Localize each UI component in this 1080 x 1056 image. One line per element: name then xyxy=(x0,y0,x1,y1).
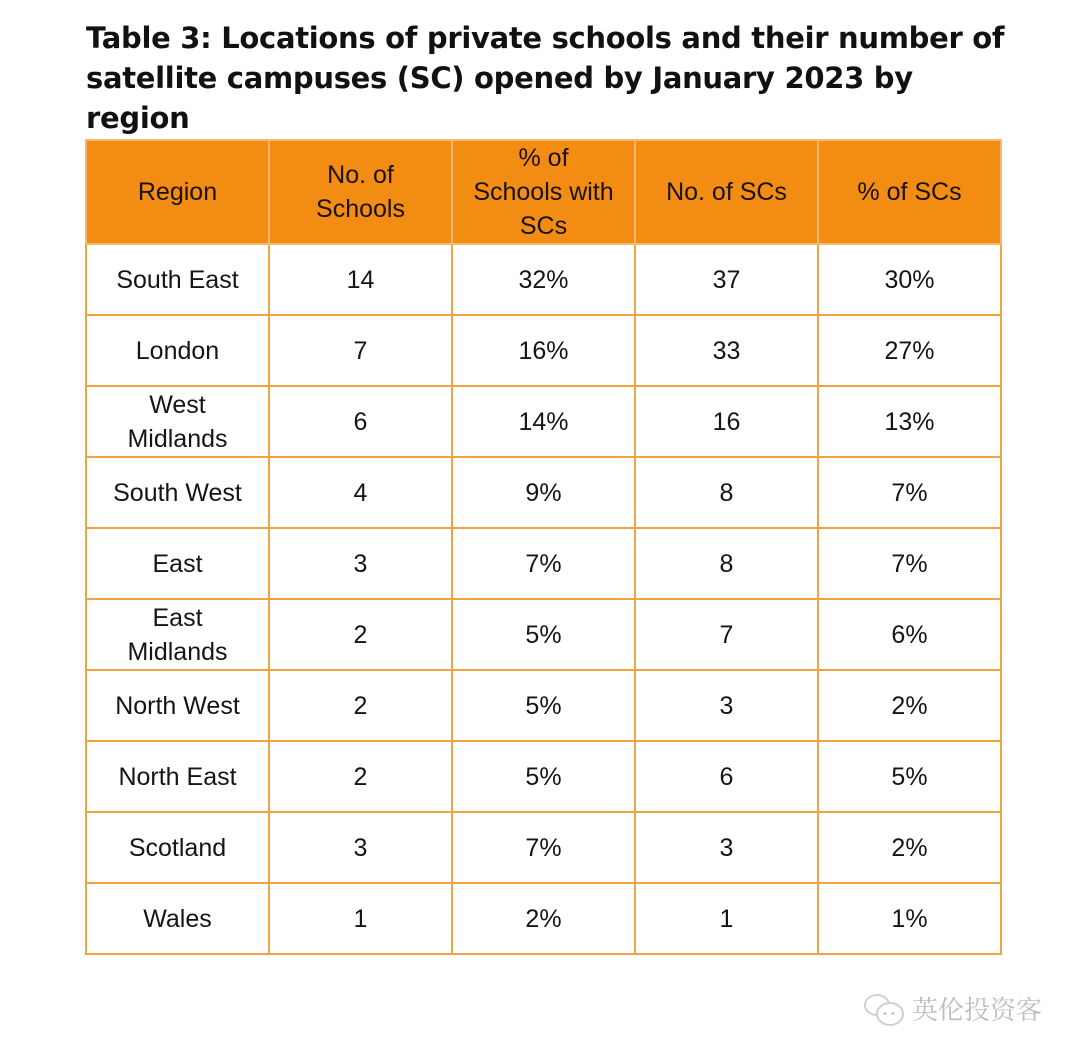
cell-region: Scotland xyxy=(86,812,269,883)
table-row xyxy=(86,812,1001,883)
cell-pct-schools-with-scs: 7% xyxy=(452,528,635,599)
table-row xyxy=(86,599,1001,670)
cell-pct-of-scs: 7% xyxy=(818,528,1001,599)
cell-no-of-scs: 3 xyxy=(635,812,818,883)
cell-region: North West xyxy=(86,670,269,741)
cell-no-of-schools: 3 xyxy=(269,812,452,883)
cell-no-of-schools: 2 xyxy=(269,599,452,670)
cell-pct-of-scs: 7% xyxy=(818,457,1001,528)
cell-no-of-scs: 3 xyxy=(635,670,818,741)
cell-no-of-scs: 37 xyxy=(635,244,818,315)
header-pct-schools-with-scs: % of Schools with SCs xyxy=(452,140,635,244)
cell-no-of-schools: 3 xyxy=(269,528,452,599)
header-no-of-schools: No. of Schools xyxy=(269,140,452,244)
cell-region: South East xyxy=(86,244,269,315)
header-no-of-scs: No. of SCs xyxy=(635,140,818,244)
cell-pct-schools-with-scs: 5% xyxy=(452,741,635,812)
cell-pct-of-scs: 2% xyxy=(818,812,1001,883)
cell-region: London xyxy=(86,315,269,386)
header-row xyxy=(86,140,1001,244)
cell-pct-schools-with-scs: 5% xyxy=(452,599,635,670)
cell-pct-schools-with-scs: 2% xyxy=(452,883,635,954)
cell-pct-schools-with-scs: 7% xyxy=(452,812,635,883)
cell-pct-schools-with-scs: 16% xyxy=(452,315,635,386)
cell-no-of-scs: 8 xyxy=(635,457,818,528)
cell-no-of-scs: 1 xyxy=(635,883,818,954)
table-row xyxy=(86,315,1001,386)
table-row xyxy=(86,528,1001,599)
header-pct-of-scs: % of SCs xyxy=(818,140,1001,244)
cell-pct-schools-with-scs: 9% xyxy=(452,457,635,528)
header-region: Region xyxy=(86,140,269,244)
cell-region: Wales xyxy=(86,883,269,954)
cell-region: North East xyxy=(86,741,269,812)
table-row xyxy=(86,457,1001,528)
cell-pct-of-scs: 13% xyxy=(818,386,1001,457)
cell-no-of-schools: 14 xyxy=(269,244,452,315)
cell-no-of-scs: 7 xyxy=(635,599,818,670)
cell-region: West Midlands xyxy=(86,386,269,457)
cell-pct-schools-with-scs: 5% xyxy=(452,670,635,741)
cell-region: East Midlands xyxy=(86,599,269,670)
cell-no-of-schools: 6 xyxy=(269,386,452,457)
table-row xyxy=(86,883,1001,954)
schools-table xyxy=(85,139,1002,955)
watermark xyxy=(862,990,1042,1027)
cell-no-of-scs: 16 xyxy=(635,386,818,457)
cell-no-of-schools: 2 xyxy=(269,670,452,741)
table-row xyxy=(86,244,1001,315)
wechat-icon: •• xyxy=(862,992,906,1026)
cell-pct-of-scs: 2% xyxy=(818,670,1001,741)
cell-no-of-scs: 33 xyxy=(635,315,818,386)
cell-no-of-scs: 8 xyxy=(635,528,818,599)
table-row xyxy=(86,386,1001,457)
cell-pct-of-scs: 5% xyxy=(818,741,1001,812)
table-row xyxy=(86,741,1001,812)
cell-region: East xyxy=(86,528,269,599)
cell-no-of-scs: 6 xyxy=(635,741,818,812)
cell-no-of-schools: 7 xyxy=(269,315,452,386)
cell-pct-schools-with-scs: 14% xyxy=(452,386,635,457)
cell-pct-of-scs: 27% xyxy=(818,315,1001,386)
cell-no-of-schools: 1 xyxy=(269,883,452,954)
watermark-text: 英伦投资客 xyxy=(912,996,1043,1026)
cell-pct-of-scs: 30% xyxy=(818,244,1001,315)
cell-no-of-schools: 4 xyxy=(269,457,452,528)
cell-no-of-schools: 2 xyxy=(269,741,452,812)
cell-region: South West xyxy=(86,457,269,528)
cell-pct-of-scs: 1% xyxy=(818,883,1001,954)
cell-pct-schools-with-scs: 32% xyxy=(452,244,635,315)
cell-pct-of-scs: 6% xyxy=(818,599,1001,670)
table-title: Table 3: Locations of private schools and their number of satellite campuses (SC) opened by January 2023 by region xyxy=(86,21,1005,135)
table-row xyxy=(86,670,1001,741)
